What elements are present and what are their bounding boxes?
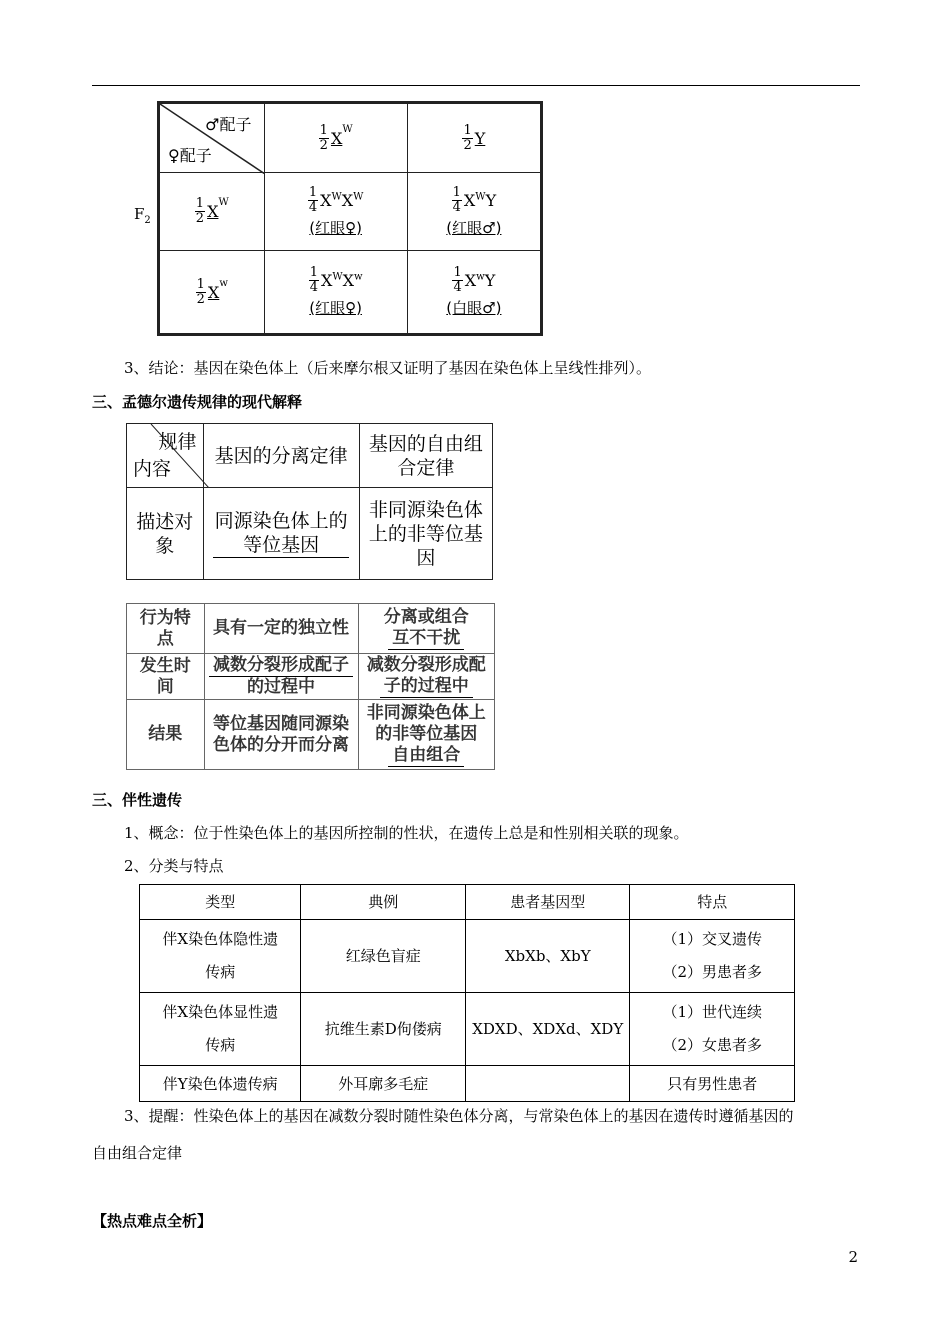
cell-independent-object: 非同源染色体 上的非等位基 因 [359, 488, 492, 580]
header-features: 特点 [630, 885, 795, 920]
row-label: 发生时 间 [127, 654, 205, 700]
cell-type: 伴X染色体显性遗 传病 [140, 993, 301, 1066]
cell-genotype [465, 1066, 630, 1102]
offspring-cell: $\frac{1}{4}$ $X^wY$ (白眼♂) [407, 251, 541, 335]
cell-separation: 等位基因随同源染 色体的分开而分离 [204, 700, 358, 770]
cell-example: 红绿色盲症 [301, 920, 466, 993]
section-heading-mendel: 三、孟德尔遗传规律的现代解释 [92, 393, 303, 411]
mendel-law-table [126, 423, 493, 580]
cell-features: （1）交叉遗传 （2）男患者多 [630, 920, 795, 993]
male-gamete-y: $\frac{1}{2}$ Y [407, 103, 541, 173]
header-genotype: 患者基因型 [465, 885, 630, 920]
header-independent-law: 基因的自由组 合定律 [359, 424, 492, 488]
cell-separation: 减数分裂形成配子 的过程中 [204, 654, 358, 700]
cell-separation-object: 同源染色体上的 等位基因 [203, 488, 359, 580]
mendel-law-table-continued [126, 603, 495, 770]
cell-type: 伴Y染色体遗传病 [140, 1066, 301, 1102]
cell-features: （1）世代连续 （2）女患者多 [630, 993, 795, 1066]
row-label-object: 描述对 象 [127, 488, 204, 580]
f2-label: $F_2$ [134, 205, 151, 226]
punnett-square [157, 101, 543, 336]
section-heading-sex-linked: 三、伴性遗传 [92, 791, 183, 809]
reminder-text-line2: 自由组合定律 [92, 1144, 183, 1162]
concept-text: 1、概念：位于性染色体上的基因所控制的性状，在遗传上总是和性别相关联的现象。 [124, 824, 689, 842]
male-gamete-header: ♂配子 [205, 115, 252, 134]
header-rule [92, 85, 860, 86]
cell-independent: 非同源染色体上 的非等位基因 自由组合 [358, 700, 494, 770]
male-gamete-xw: $\frac{1}{2}$ $X^W$ [264, 103, 407, 173]
cell-example: 抗维生素D佝偻病 [301, 993, 466, 1066]
sex-linked-table [139, 884, 795, 1102]
offspring-cell: $\frac{1}{4}$ $X^WX^W$ (红眼♀) [264, 173, 407, 251]
corner-top-label: 规律 [158, 431, 197, 453]
female-gamete-xw-big: $\frac{1}{2}$ $X^W$ [159, 173, 265, 251]
female-gamete-header: ♀配子 [168, 146, 212, 165]
cell-genotype: XbXb、XbY [465, 920, 630, 993]
header-type: 类型 [140, 885, 301, 920]
cell-type: 伴X染色体隐性遗 传病 [140, 920, 301, 993]
offspring-cell: $\frac{1}{4}$ $X^WY$ (红眼♂) [407, 173, 541, 251]
classification-text: 2、分类与特点 [124, 857, 224, 875]
mendel-corner-cell [127, 424, 204, 488]
offspring-cell: $\frac{1}{4}$ $X^WX^w$ (红眼♀) [264, 251, 407, 335]
header-separation-law: 基因的分离定律 [203, 424, 359, 488]
cell-features: 只有男性患者 [630, 1066, 795, 1102]
cell-independent: 分离或组合 互不干扰 [358, 604, 494, 654]
cell-independent: 减数分裂形成配 子的过程中 [358, 654, 494, 700]
punnett-corner-cell [159, 103, 265, 173]
cell-example: 外耳廓多毛症 [301, 1066, 466, 1102]
cell-separation: 具有一定的独立性 [204, 604, 358, 654]
page-number: 2 [848, 1248, 858, 1266]
female-gamete-xw-small: $\frac{1}{2}$ $X^w$ [159, 251, 265, 335]
header-example: 典例 [301, 885, 466, 920]
conclusion-text: 3、结论：基因在染色体上（后来摩尔根又证明了基因在染色体上呈线性排列）。 [124, 359, 652, 377]
reminder-text-line1: 3、提醒：性染色体上的基因在减数分裂时随性染色体分离，与常染色体上的基因在遗传时遵循基因的 [124, 1107, 794, 1125]
row-label: 行为特 点 [127, 604, 205, 654]
cell-genotype: XDXD、XDXd、XDY [465, 993, 630, 1066]
hotspot-heading: 【热点难点全析】 [92, 1212, 213, 1230]
corner-bottom-label: 内容 [133, 458, 172, 480]
row-label: 结果 [127, 700, 205, 770]
